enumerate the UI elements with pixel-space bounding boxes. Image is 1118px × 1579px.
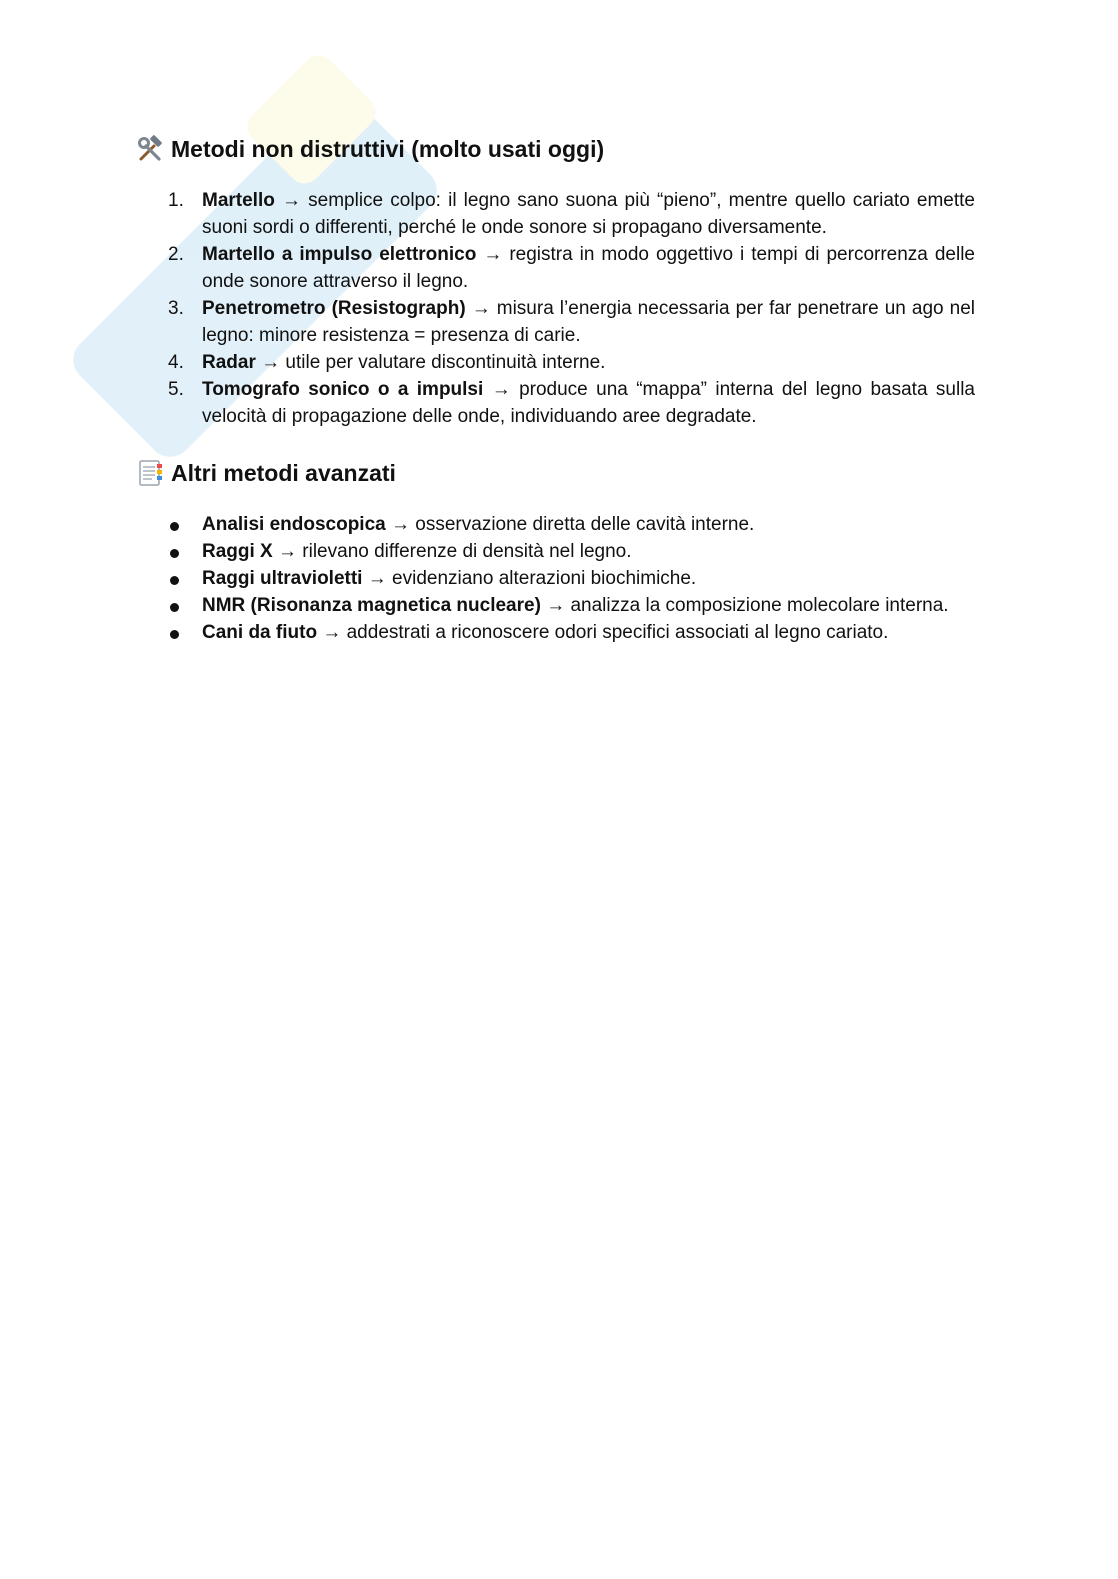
item-description: → evidenziano alterazioni biochimiche. [362, 568, 697, 589]
bullet-icon [170, 549, 179, 558]
list-item [160, 241, 975, 295]
item-description: → addestrati a riconoscere odori specifici associati al legno cariato. [317, 622, 889, 643]
list-item [160, 538, 975, 565]
item-term: Penetrometro (Resistograph) [202, 298, 466, 319]
list-item [160, 295, 975, 349]
section-title: Metodi non distruttivi (molto usati oggi) [171, 136, 605, 162]
item-description: → utile per valutare discontinuità interne. [255, 352, 606, 373]
bullet-icon [170, 603, 179, 612]
item-term: Analisi endoscopica [202, 514, 386, 535]
section-title: Altri metodi avanzati [171, 460, 396, 486]
list-number: 2. [168, 244, 184, 265]
list-item [160, 376, 975, 430]
advanced-methods-list [160, 511, 975, 646]
item-term: Raggi X [202, 541, 273, 562]
item-description: → analizza la composizione molecolare interna. [540, 595, 949, 616]
item-term: Martello a impulso elettronico [202, 244, 477, 265]
list-number: 5. [168, 379, 184, 400]
list-item [160, 349, 975, 376]
section-heading-non-destructive [135, 134, 604, 164]
item-description: → rilevano differenze di densità nel legno. [272, 541, 632, 562]
item-term: Martello [202, 190, 275, 211]
item-term: Radar [202, 352, 256, 373]
item-description: → registra in modo oggettivo i tempi di percorrenza delle onde sonore attraverso il legno. [202, 244, 975, 292]
non-destructive-methods-list [160, 187, 975, 430]
list-item [160, 187, 975, 241]
item-term: Tomografo sonico o a impulsi [202, 379, 484, 400]
item-term: Cani da fiuto [202, 622, 318, 643]
list-number: 3. [168, 298, 184, 319]
list-number: 4. [168, 352, 184, 373]
item-description: → osservazione diretta delle cavità interne. [385, 514, 755, 535]
bullet-icon [170, 630, 179, 639]
list-item [160, 619, 975, 646]
item-description: → semplice colpo: il legno sano suona più “pieno”, mentre quello cariato emette suoni sordi o differenti, perché le onde sonore si propagano diversamente. [202, 190, 975, 238]
bullet-icon [170, 522, 179, 531]
bullet-icon [170, 576, 179, 585]
item-description: → produce una “mappa” interna del legno basata sulla velocità di propagazione delle onde, individuando aree degradate. [202, 379, 975, 427]
item-term: Raggi ultravioletti [202, 568, 363, 589]
list-item [160, 511, 975, 538]
list-item [160, 565, 975, 592]
section-heading-advanced [135, 458, 396, 488]
bookmark-tabs-icon [135, 458, 165, 488]
list-number: 1. [168, 190, 184, 211]
list-item [160, 592, 975, 619]
item-description: → misura l’energia necessaria per far penetrare un ago nel legno: minore resistenza = presenza di carie. [202, 298, 976, 346]
tools-icon [135, 134, 165, 164]
item-term: NMR (Risonanza magnetica nucleare) [202, 595, 541, 616]
